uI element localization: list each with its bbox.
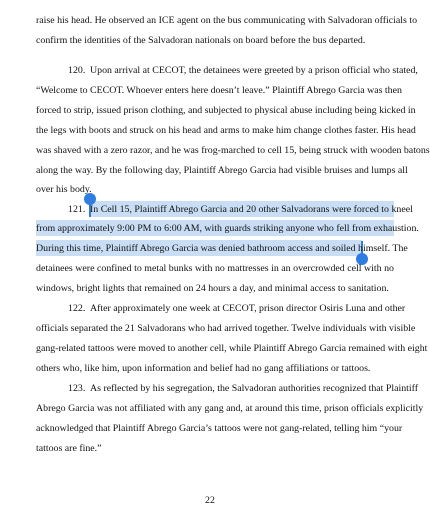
text-line: was shaved with a zero razor, and he was frog-marched to cell 15, being struck with wooden batons [36,145,430,156]
text-line: detainees were confined to metal bunks with no mattresses in an overcrowded cell with no [36,263,394,274]
text-line: confirm the identities of the Salvadoran nationals on board before the bus departed. [36,35,366,46]
text-line: Abrego Garcia was not affiliated with any gang and, at around this time, prison officials explicitly [36,403,424,414]
text-line: others who, like him, upon information and belief had no gang affiliations or tattoos. [36,363,371,374]
text-line: the legs with boots and struck on his head and arms to make him change clothes faster. His head [36,125,416,136]
text-line: officials separated the 21 Salvadorans who had arrived together. Twelve individuals with visible [36,323,416,334]
text-line: tattoos are fine.” [36,443,102,454]
text-line: After approximately one week at CECOT, prison director Osiris Luna and other [90,303,406,314]
text-line: As reflected by his segregation, the Salvadoran authorities recognized that Plaintiff [90,383,419,394]
text-line: gang-related tattoos were moved to another cell, while Plaintiff Abrego Garcia remained with eight [36,343,428,354]
text-line: “Welcome to CECOT. Whoever enters here doesn’t leave.” Plaintiff Abrego Garcia was then [36,85,402,96]
selected-text-line[interactable]: from approximately 9:00 PM to 6:00 AM, with guards striking anyone who fell from exhaustion. [36,223,419,234]
paragraph-number: 123. [68,383,86,394]
text-line: along the way. By the following day, Plaintiff Abrego Garcia had visible bruises and lumps all [36,165,408,176]
paragraph-number: 121. [68,204,86,215]
paragraph-number: 120. [68,65,86,76]
page-number: 22 [205,495,215,506]
paragraph-number: 122. [68,303,86,314]
text-line: over his body. [36,184,92,195]
text-line: windows, bright lights that remained on 24 hours a day, and minimal access to sanitation. [36,283,389,294]
selected-text-line[interactable]: During this time, Plaintiff Abrego Garcia was denied bathroom access and soiled himself. The [36,243,408,254]
text-line: forced to strip, issued prison clothing, and subjected to physical abuse including being kicked in [36,105,416,116]
text-line: Upon arrival at CECOT, the detainees were greeted by a prison official who stated, [90,65,418,76]
text-line: acknowledged that Plaintiff Abrego Garcia’s tattoos were not gang-related, telling him “your [36,423,403,434]
selected-text-line[interactable]: In Cell 15, Plaintiff Abrego Garcia and 20 other Salvadorans were forced to kneel [90,204,413,215]
text-line: raise his head. He observed an ICE agent on the bus communicating with Salvadoran officials to [36,15,418,26]
